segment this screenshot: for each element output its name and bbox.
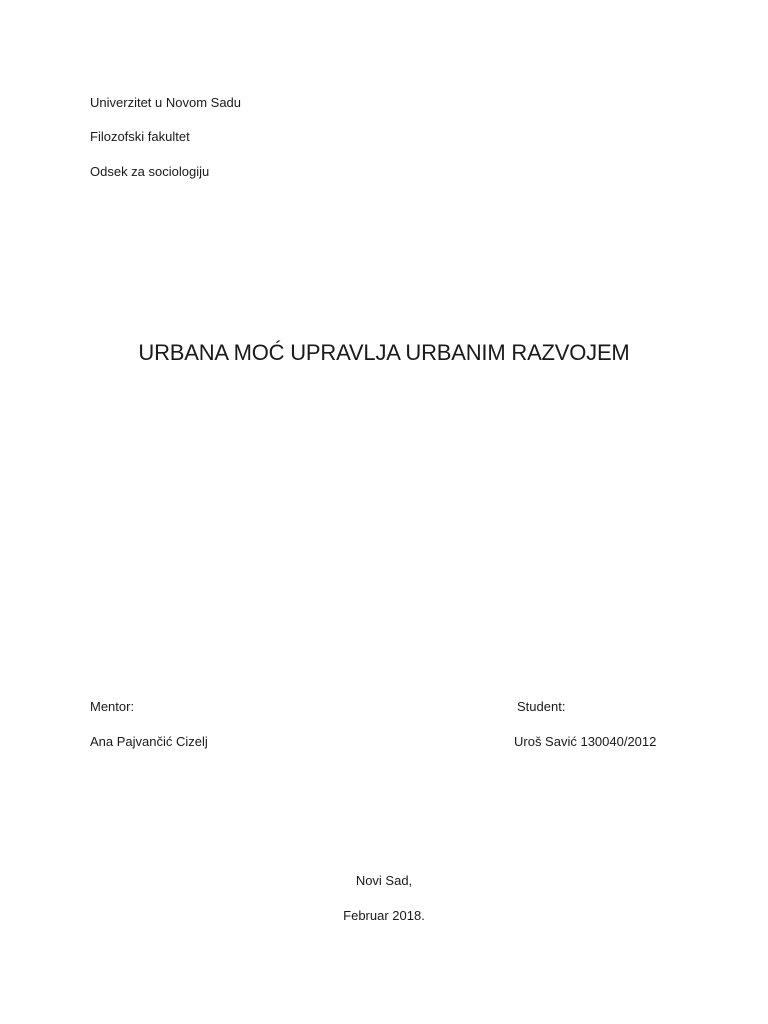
footer-city: Novi Sad, xyxy=(355,873,413,888)
footer-date: Februar 2018. xyxy=(343,908,425,923)
mentor-label: Mentor: xyxy=(90,699,135,714)
student-name: Uroš Savić 130040/2012 xyxy=(514,734,657,749)
mentor-name: Ana Pajvančić Cizelj xyxy=(90,734,208,749)
student-label: Student: xyxy=(517,699,566,714)
university-name: Univerzitet u Novom Sadu xyxy=(90,95,242,110)
faculty-name: Filozofski fakultet xyxy=(90,129,190,144)
document-title: URBANA MOĆ UPRAVLJA URBANIM RAZVOJEM xyxy=(138,340,630,365)
department-name: Odsek za sociologiju xyxy=(90,164,210,179)
